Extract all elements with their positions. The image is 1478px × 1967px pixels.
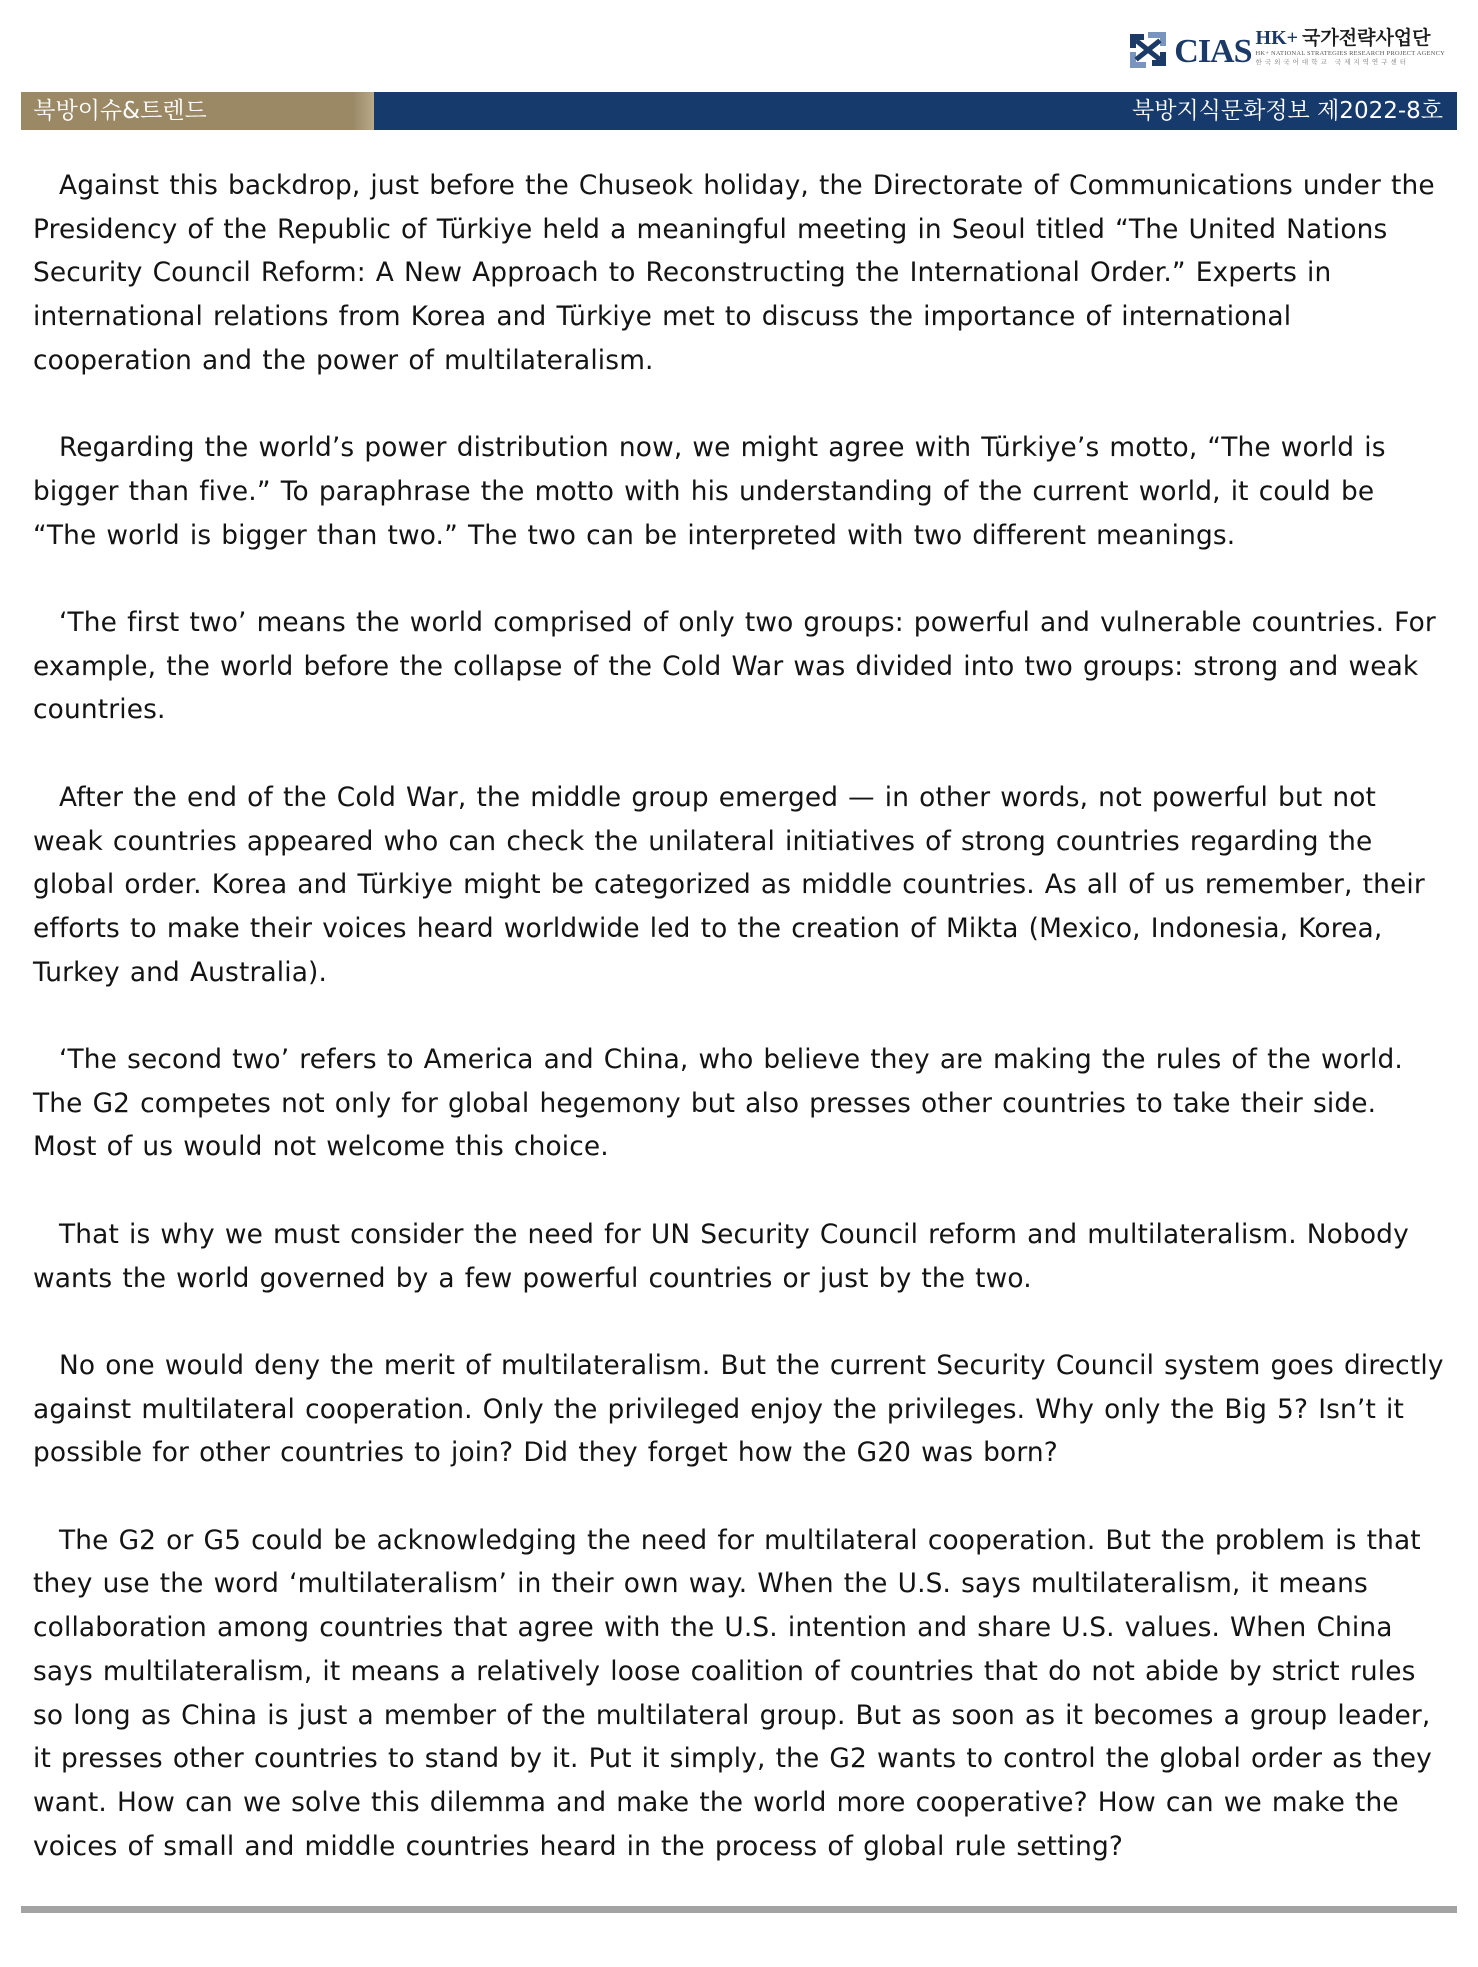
logo-title-kr: 국가전략사업단 (1302, 27, 1431, 49)
paragraph: After the end of the Cold War, the middle group emerged — in other words, not powerful but not weak countries appeared who can check the unilateral initiatives of strong countries regarding the global order. Korea and Türkiye might be categorized as middle countries. As all of us remember, their efforts to make their voices heard worldwide led to the creation of Mikta (Mexico, Indonesia, Korea, Turkey and Australia). (33, 781, 1425, 988)
cias-logo (1126, 26, 1445, 74)
paragraph: That is why we must consider the need for UN Security Council reform and multilateralism. Nobody wants the world governed by a few powerful countries or just by the two. (33, 1218, 1409, 1294)
paragraph: No one would deny the merit of multilateralism. But the current Security Council system goes directly against multilateral cooperation. Only the privileged enjoy the privileges. Why only the Big 5? Isn’t it possible for other countries to join? Did they forget how the G20 was born? (33, 1349, 1444, 1469)
paragraph: ‘The second two’ refers to America and China, who believe they are making the rules of the world. The G2 competes not only for global hegemony but also presses other countries to take their side. Most of us would not welcome this choice. (33, 1044, 1403, 1163)
paragraph: Regarding the world’s power distribution now, we might agree with Türkiye’s motto, “The world is bigger than five.” To paraphrase the motto with his understanding of the current world, it could be “The world is bigger than two.” The two can be interpreted with two different meanings. (33, 432, 1386, 551)
logo-text-block (1256, 26, 1445, 67)
paragraph: ‘The first two’ means the world comprised of only two groups: powerful and vulnerable countries. For example, the world before the collapse of the Cold War was divided into two groups: strong and weak countries. (33, 607, 1436, 726)
paragraph: The G2 or G5 could be acknowledging the need for multilateral cooperation. But the problem is that they use the word ‘multilateralism’ in their own way. When the U.S. says multilateralism, it means collaboration among countries that agree with the U.S. intention and share U.S. values. When China says multilateralism, it means a relatively loose coalition of countries that do not abide by strict rules so long as China is just a member of the multilateral group. But as soon as it becomes a group leader, it presses other countries to stand by it. Put it simply, the G2 wants to control the global order as they want. How can we solve this dilemma and make the world more cooperative? How can we make the voices of small and middle countries heard in the process of global rule setting? (33, 1524, 1432, 1862)
logo-subtitle-kr: 한국외국어대학교 국제지역연구센터 (1255, 58, 1410, 66)
banner-divider (353, 92, 374, 130)
logo-hk: HK+ (1255, 27, 1299, 49)
logo-title (1256, 26, 1445, 50)
logo-brand: CIAS (1174, 33, 1252, 70)
logo-subtitle-en: HK+ NATIONAL STRATEGIES RESEARCH PROJECT AGENCY (1255, 50, 1445, 57)
cias-emblem-icon (1126, 28, 1170, 72)
header-banner (21, 92, 1457, 130)
footer-divider (21, 1906, 1457, 1913)
publication-label-box (374, 92, 1457, 130)
publication-label: 북방지식문화정보 제2022-8호 (1132, 98, 1443, 124)
section-label: 북방이슈&트렌드 (33, 98, 207, 124)
paragraph: Against this backdrop, just before the Chuseok holiday, the Directorate of Communications under the Presidency of the Republic of Türkiye held a meaningful meeting in Seoul titled “The United Nations Security Council Reform: A New Approach to Reconstructing the International Order.” Experts in international relations from Korea and Türkiye met to discuss the importance of international cooperation and the power of multilateralism. (33, 170, 1435, 376)
article-body (33, 164, 1445, 1912)
section-label-box (21, 92, 353, 130)
